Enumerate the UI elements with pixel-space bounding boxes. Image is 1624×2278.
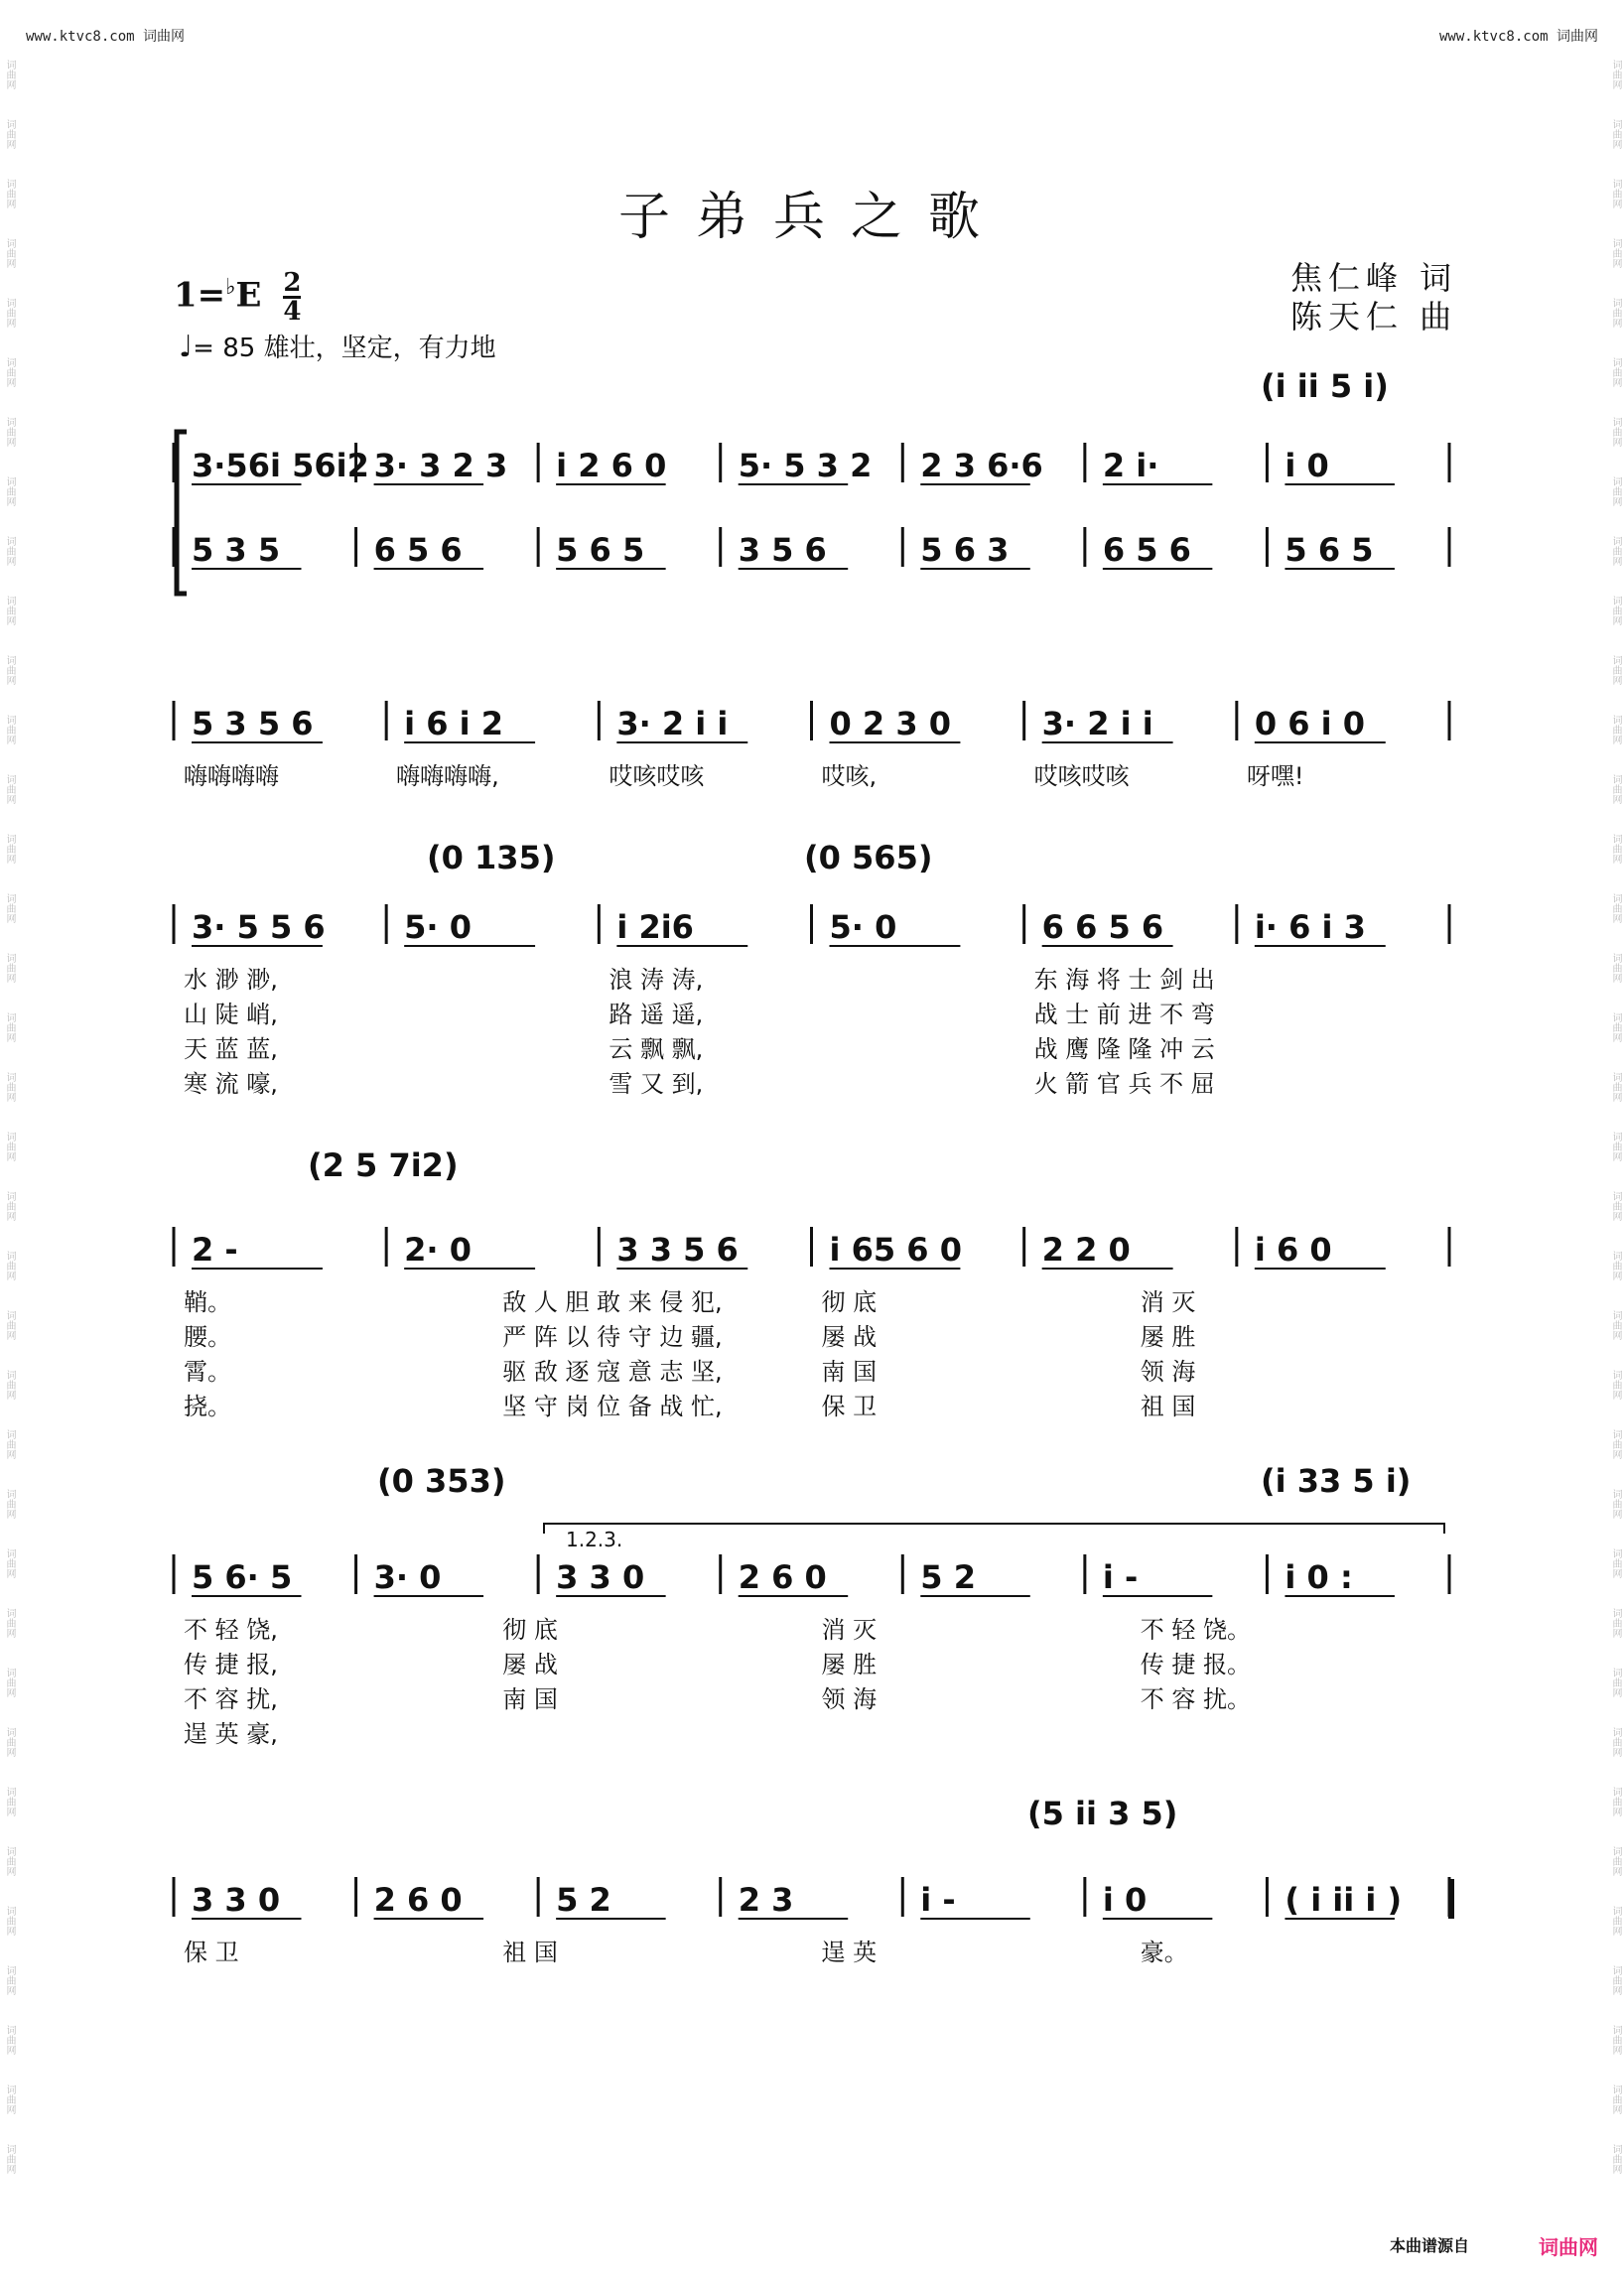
side-watermark-mark: 词曲网 xyxy=(1610,1787,1621,1816)
note-group: 5· 0 xyxy=(404,908,472,946)
lyric-text: 逞 英 豪, xyxy=(184,1720,278,1748)
lyric-text: 屡 胜 xyxy=(1140,1323,1196,1351)
side-watermark-mark: 词曲网 xyxy=(4,1787,15,1816)
note-group: 5 2 xyxy=(556,1881,611,1919)
time-top: 2 xyxy=(283,268,302,298)
paren-phrase: (i ii 5 i) xyxy=(1261,367,1389,405)
side-watermark-mark: 词曲网 xyxy=(1610,1012,1621,1042)
side-watermark-mark: 词曲网 xyxy=(1610,774,1621,804)
note-group: 5 6 5 xyxy=(556,531,645,569)
note-group: i 65 6 0 xyxy=(829,1231,962,1269)
lyric-text: 彻 底 xyxy=(502,1616,558,1644)
side-watermark-mark: 词曲网 xyxy=(4,655,15,685)
lyric-text: 霄。 xyxy=(184,1358,231,1386)
side-watermark-mark: 词曲网 xyxy=(4,1012,15,1042)
note-group: 2 - xyxy=(192,1231,238,1269)
note-group: 5 3 5 xyxy=(192,531,281,569)
lyric-text: 不 轻 饶。 xyxy=(1140,1616,1252,1644)
system-bracket xyxy=(177,432,187,594)
lyric-text: 领 海 xyxy=(821,1685,878,1713)
lyric-text: 驱 敌 逐 寇 意 志 坚, xyxy=(502,1358,723,1386)
note-group: i 0 xyxy=(1102,1881,1148,1919)
lyric-text: 保 卫 xyxy=(821,1393,878,1420)
side-watermark-mark: 词曲网 xyxy=(1610,1191,1621,1221)
note-group: 3 3 0 xyxy=(556,1558,645,1596)
side-watermark-mark: 词曲网 xyxy=(1610,1310,1621,1340)
note-group: 3· 0 xyxy=(373,1558,442,1596)
note-group: 0 2 3 0 xyxy=(829,705,951,742)
side-watermark-mark: 词曲网 xyxy=(1610,1132,1621,1161)
note-group: 3· 5 5 6 xyxy=(192,908,326,946)
side-watermark-mark: 词曲网 xyxy=(1610,1846,1621,1876)
lyric-text: 哎咳, xyxy=(821,762,878,790)
side-watermark-mark: 词曲网 xyxy=(4,1608,15,1638)
side-watermark-mark: 词曲网 xyxy=(4,1310,15,1340)
note-group: i 2i6 xyxy=(616,908,694,946)
lyric-text: 雪 又 到, xyxy=(609,1070,704,1098)
note-group: 2 2 0 xyxy=(1041,1231,1131,1269)
note-group: 2 6 0 xyxy=(738,1558,827,1596)
volta-bracket xyxy=(544,1524,1444,1534)
lyric-text: 屡 战 xyxy=(821,1323,878,1351)
volta-label: 1.2.3. xyxy=(566,1528,623,1551)
key-note: E xyxy=(235,275,262,316)
note-group: 6 5 6 xyxy=(373,531,463,569)
lyric-text: 天 蓝 蓝, xyxy=(184,1035,278,1063)
lyric-text: 嗨嗨嗨嗨 xyxy=(184,762,279,790)
side-watermark-mark: 词曲网 xyxy=(1610,298,1621,328)
side-watermark-mark: 词曲网 xyxy=(1610,715,1621,744)
side-watermark-mark: 词曲网 xyxy=(4,179,15,208)
lyric-text: 不 容 扰, xyxy=(184,1685,278,1713)
side-watermark-mark: 词曲网 xyxy=(4,1548,15,1578)
lyric-text: 彻 底 xyxy=(821,1288,878,1316)
side-watermark-mark: 词曲网 xyxy=(1610,1548,1621,1578)
side-watermark-mark: 词曲网 xyxy=(4,1727,15,1757)
key-prefix: 1= xyxy=(174,275,226,316)
footer-source: 本曲谱源自 xyxy=(1390,2236,1470,2255)
lyric-text: 呀嘿! xyxy=(1246,762,1304,790)
side-watermark-mark: 词曲网 xyxy=(1610,953,1621,983)
composer-credit: 陈天仁 曲 xyxy=(1290,298,1458,335)
lyric-text: 战 士 前 进 不 弯 xyxy=(1033,1001,1215,1028)
paren-phrase: (i 33 5 i) xyxy=(1261,1462,1412,1500)
lyric-text: 消 灭 xyxy=(821,1616,878,1644)
note-group: 6 5 6 xyxy=(1102,531,1191,569)
lyric-text: 消 灭 xyxy=(1140,1288,1196,1316)
note-group: i - xyxy=(920,1881,956,1919)
side-watermark-mark: 词曲网 xyxy=(1610,1906,1621,1936)
side-watermark-mark: 词曲网 xyxy=(4,476,15,506)
side-watermark-mark: 词曲网 xyxy=(1610,119,1621,149)
side-watermark-mark: 词曲网 xyxy=(4,1072,15,1102)
lyric-text: 寒 流 嚎, xyxy=(184,1070,278,1098)
note-group: 5 3 5 6 xyxy=(192,705,314,742)
lyric-text: 传 捷 报。 xyxy=(1140,1651,1252,1678)
side-watermark-mark: 词曲网 xyxy=(1610,596,1621,625)
note-group: 5 6 5 xyxy=(1285,531,1374,569)
side-watermark-mark: 词曲网 xyxy=(1610,1965,1621,1995)
side-watermark-mark: 词曲网 xyxy=(1610,1370,1621,1400)
side-watermark-mark: 词曲网 xyxy=(4,1668,15,1697)
flat-sign: ♭ xyxy=(225,274,236,301)
tempo-expression: 雄壮，坚定，有力地 xyxy=(263,334,496,363)
side-watermark-mark: 词曲网 xyxy=(4,417,15,447)
side-watermark-mark: 词曲网 xyxy=(4,2144,15,2174)
side-watermark-mark: 词曲网 xyxy=(4,1965,15,1995)
note-group: 5 6· 5 xyxy=(192,1558,293,1596)
lyric-text: 火 箭 官 兵 不 屈 xyxy=(1033,1070,1215,1098)
side-watermark-mark: 词曲网 xyxy=(4,596,15,625)
side-watermark-mark: 词曲网 xyxy=(4,1489,15,1519)
lyric-text: 南 国 xyxy=(502,1685,558,1713)
header-site-right: www.ktvc8.com 词曲网 xyxy=(1438,29,1598,45)
lyric-text: 路 遥 遥, xyxy=(609,1001,704,1028)
lyric-text: 不 轻 饶, xyxy=(184,1616,278,1644)
page-title: 子弟兵之歌 xyxy=(617,188,1006,247)
note-group: 5· 5 3 2 xyxy=(738,447,873,484)
lyric-text: 传 捷 报, xyxy=(184,1651,278,1678)
side-watermark-mark: 词曲网 xyxy=(4,834,15,864)
lyric-text: 哎咳哎咳 xyxy=(609,762,705,790)
lyric-text: 保 卫 xyxy=(184,1939,239,1966)
lyric-text: 坚 守 岗 位 备 战 忙, xyxy=(502,1393,723,1420)
lyric-text: 祖 国 xyxy=(502,1939,558,1966)
paren-phrase: (0 353) xyxy=(377,1462,506,1500)
quarter-note-icon: ♩ xyxy=(179,330,194,364)
side-watermark-mark: 词曲网 xyxy=(1610,893,1621,923)
lyric-text: 浪 涛 涛, xyxy=(609,966,704,994)
lyric-text: 领 海 xyxy=(1140,1358,1196,1386)
side-watermark-mark: 词曲网 xyxy=(4,1251,15,1280)
side-watermark-mark: 词曲网 xyxy=(4,357,15,387)
lyric-text: 战 鹰 隆 隆 冲 云 xyxy=(1033,1035,1215,1063)
side-watermark-mark: 词曲网 xyxy=(4,536,15,566)
note-group: i· 6 i 3 xyxy=(1254,908,1366,946)
lyric-text: 山 陡 峭, xyxy=(184,1001,278,1028)
lyric-text: 哎咳哎咳 xyxy=(1033,762,1130,790)
lyricist-credit: 焦仁峰 词 xyxy=(1290,259,1458,297)
note-group: 2· 0 xyxy=(404,1231,472,1269)
note-group: 3· 2 i i xyxy=(1041,705,1153,742)
side-watermark-mark: 词曲网 xyxy=(1610,536,1621,566)
side-watermark-mark: 词曲网 xyxy=(4,2084,15,2114)
lyric-text: 挠。 xyxy=(184,1393,231,1420)
side-watermark-mark: 词曲网 xyxy=(4,1429,15,1459)
note-group: 0 6 i 0 xyxy=(1254,705,1366,742)
lyric-text: 不 容 扰。 xyxy=(1140,1685,1252,1713)
side-watermark-mark: 词曲网 xyxy=(4,715,15,744)
note-group: 3 3 5 6 xyxy=(616,1231,739,1269)
side-watermark-mark: 词曲网 xyxy=(4,1846,15,1876)
note-group: 2 3 xyxy=(738,1881,794,1919)
header-site-left: www.ktvc8.com 词曲网 xyxy=(26,29,186,45)
time-bottom: 4 xyxy=(283,297,302,327)
note-group: 2 i· xyxy=(1102,447,1159,484)
side-watermark-mark: 词曲网 xyxy=(1610,179,1621,208)
note-group: 6 6 5 6 xyxy=(1041,908,1164,946)
side-watermark-mark: 词曲网 xyxy=(1610,1072,1621,1102)
lyric-text: 水 渺 渺, xyxy=(184,966,278,994)
note-group: i 6 i 2 xyxy=(404,705,504,742)
note-group: 3 3 0 xyxy=(192,1881,281,1919)
side-watermark-mark: 词曲网 xyxy=(1610,834,1621,864)
lyric-text: 屡 胜 xyxy=(821,1651,878,1678)
lyric-text: 腰。 xyxy=(184,1323,231,1351)
side-watermark-mark: 词曲网 xyxy=(1610,1668,1621,1697)
lyric-text: 鞘。 xyxy=(184,1288,231,1316)
note-group: 3· 2 i i xyxy=(616,705,729,742)
side-watermark-mark: 词曲网 xyxy=(4,893,15,923)
lyric-text: 嗨嗨嗨嗨, xyxy=(396,762,499,790)
side-watermark-mark: 词曲网 xyxy=(4,1132,15,1161)
side-watermark-mark: 词曲网 xyxy=(4,774,15,804)
side-watermark-mark: 词曲网 xyxy=(4,238,15,268)
paren-phrase: (0 565) xyxy=(804,839,933,876)
side-watermark-mark: 词曲网 xyxy=(4,119,15,149)
side-watermark-mark: 词曲网 xyxy=(1610,238,1621,268)
side-watermark-mark: 词曲网 xyxy=(4,1370,15,1400)
note-group: 2 3 6·6 xyxy=(920,447,1043,484)
side-watermark-mark: 词曲网 xyxy=(4,298,15,328)
note-group: 5 6 3 xyxy=(920,531,1010,569)
side-watermark-mark: 词曲网 xyxy=(4,60,15,89)
side-watermark-mark: 词曲网 xyxy=(1610,1251,1621,1280)
footer-logo: 词曲网 xyxy=(1539,2235,1598,2259)
note-group: ( i ii i ) xyxy=(1285,1881,1403,1919)
lyric-text: 东 海 将 士 剑 出 xyxy=(1033,966,1215,994)
side-watermark-mark: 词曲网 xyxy=(1610,655,1621,685)
side-watermark-mark: 词曲网 xyxy=(4,1191,15,1221)
note-group: 5· 0 xyxy=(829,908,897,946)
side-watermark-mark: 词曲网 xyxy=(1610,1727,1621,1757)
side-watermark-mark: 词曲网 xyxy=(1610,476,1621,506)
side-watermark-mark: 词曲网 xyxy=(1610,1608,1621,1638)
side-watermark-mark: 词曲网 xyxy=(1610,1489,1621,1519)
note-group: 2 6 0 xyxy=(373,1881,463,1919)
note-group: 5 2 xyxy=(920,1558,976,1596)
paren-phrase: (2 5 7i2) xyxy=(308,1146,459,1184)
side-watermark-mark: 词曲网 xyxy=(1610,1429,1621,1459)
side-watermark-mark: 词曲网 xyxy=(4,2025,15,2055)
side-watermark-mark: 词曲网 xyxy=(1610,2084,1621,2114)
lyric-text: 祖 国 xyxy=(1140,1393,1196,1420)
note-group: 3·56i 56i2 xyxy=(192,447,369,484)
lyric-text: 豪。 xyxy=(1140,1939,1188,1966)
side-watermark-mark: 词曲网 xyxy=(1610,2144,1621,2174)
note-group: i - xyxy=(1102,1558,1139,1596)
paren-phrase: (0 135) xyxy=(427,839,556,876)
note-group: i 2 6 0 xyxy=(556,447,667,484)
lyric-text: 屡 战 xyxy=(502,1651,558,1678)
tempo-bpm: = 85 xyxy=(193,334,256,363)
lyric-text: 敌 人 胆 敢 来 侵 犯, xyxy=(502,1288,723,1316)
paren-phrase: (5 ii 3 5) xyxy=(1027,1795,1178,1832)
side-watermark-mark: 词曲网 xyxy=(1610,417,1621,447)
side-watermark-mark: 词曲网 xyxy=(1610,60,1621,89)
lyric-text: 云 飘 飘, xyxy=(609,1035,704,1063)
note-group: 3· 3 2 3 xyxy=(373,447,508,484)
lyric-text: 逞 英 xyxy=(821,1939,878,1966)
note-group: i 0 : xyxy=(1285,1558,1353,1596)
side-watermark-mark: 词曲网 xyxy=(4,1906,15,1936)
note-group: i 0 xyxy=(1285,447,1329,484)
side-watermark-mark: 词曲网 xyxy=(1610,357,1621,387)
note-group: 3 5 6 xyxy=(738,531,827,569)
side-watermark-mark: 词曲网 xyxy=(1610,2025,1621,2055)
lyric-text: 南 国 xyxy=(821,1358,878,1386)
lyric-text: 严 阵 以 待 守 边 疆, xyxy=(502,1323,723,1351)
note-group: i 6 0 xyxy=(1254,1231,1332,1269)
side-watermark-mark: 词曲网 xyxy=(4,953,15,983)
